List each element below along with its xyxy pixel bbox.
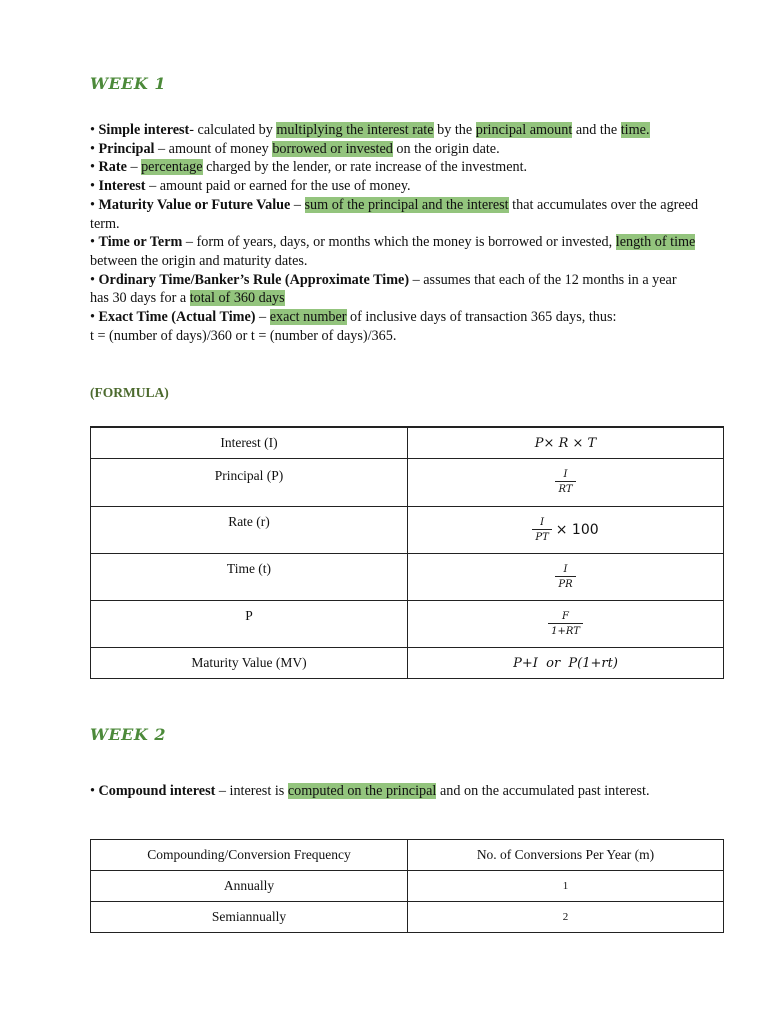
week1-heading: WEEK 1 xyxy=(90,74,166,93)
line-simple-interest: • Simple interest- calculated by multiplying the interest rate by the principal amount and the time. xyxy=(90,122,650,138)
frequency-cell: Annually xyxy=(91,871,408,902)
frequency-table xyxy=(90,839,724,933)
formula-label-cell: Maturity Value (MV) xyxy=(91,647,408,678)
formula-table xyxy=(90,426,724,679)
term-maturity-value: Maturity Value or Future Value xyxy=(98,196,291,213)
formula-cell xyxy=(408,458,724,506)
highlight: sum of the principal and the interest xyxy=(304,196,509,213)
formula-label-cell: Principal (P) xyxy=(91,458,408,506)
week1-definitions xyxy=(90,121,725,345)
line-rate: • Rate – percentage charged by the lender, or rate increase of the investment. xyxy=(90,159,528,176)
fraction: $\frac{F}{1+RT}$ xyxy=(548,611,583,637)
line-360-days: has 30 days for a total of 360 days xyxy=(90,290,285,307)
line-maturity-value: • Maturity Value or Future Value – sum of the principal and the interest that accumulates over the agreed term. xyxy=(90,196,699,232)
conversions-cell: 1 xyxy=(408,871,724,902)
term-compound-interest: Compound interest xyxy=(98,783,216,799)
highlight: time. xyxy=(620,122,650,138)
table-row xyxy=(91,600,724,647)
table-header-row xyxy=(91,840,724,871)
line-exact-time: • Exact Time (Actual Time) – exact number of inclusive days of transaction 365 days, thus: xyxy=(90,309,617,326)
formula-label-cell: Rate (r) xyxy=(91,506,408,553)
line-time-term: • Time or Term – form of years, days, or months which the money is borrowed or invested, length of time between the origin and maturity dates. xyxy=(90,234,696,269)
term-ordinary-time: Ordinary Time/Banker’s Rule (Approximate Time) xyxy=(98,271,410,288)
formula-cell xyxy=(408,553,724,600)
term-rate: Rate xyxy=(98,159,127,176)
fraction: $\frac{I}{PT}$ xyxy=(532,517,551,543)
line-t-formula: t = (number of days)/360 or t = (number of days)/365. xyxy=(90,327,397,344)
week2-definition xyxy=(90,782,725,801)
formula-cell xyxy=(408,600,724,647)
highlight: percentage xyxy=(141,159,203,176)
column-header-conversions: No. of Conversions Per Year (m) xyxy=(408,840,724,871)
conversions-cell: 2 xyxy=(408,902,724,933)
table-row xyxy=(91,647,724,678)
formula-label-cell: Time (t) xyxy=(91,553,408,600)
week2-heading: WEEK 2 xyxy=(90,725,166,744)
table-row xyxy=(91,902,724,933)
table-row xyxy=(91,506,724,553)
term-interest: Interest xyxy=(98,178,146,195)
term-exact-time: Exact Time (Actual Time) xyxy=(98,309,256,326)
term-principal: Principal xyxy=(98,140,155,157)
highlight: exact number xyxy=(269,309,347,326)
table-row xyxy=(91,871,724,902)
table-row xyxy=(91,427,724,458)
table-row xyxy=(91,458,724,506)
highlight: length of time xyxy=(615,234,696,251)
formula-label-cell: Interest (I) xyxy=(91,427,408,458)
fraction: $\frac{I}{PR}$ xyxy=(555,564,575,590)
fraction: $\frac{I}{RT}$ xyxy=(555,469,575,495)
highlight: computed on the principal xyxy=(287,783,437,799)
line-interest: • Interest – amount paid or earned for the use of money. xyxy=(90,178,411,195)
line-compound-interest: • Compound interest – interest is computed on the principal and on the accumulated past interest. xyxy=(90,783,650,799)
highlight: multiplying the interest rate xyxy=(276,122,434,138)
formula-label-cell: P xyxy=(91,600,408,647)
term-time-term: Time or Term xyxy=(98,234,183,251)
table-row xyxy=(91,553,724,600)
column-header-frequency: Compounding/Conversion Frequency xyxy=(91,840,408,871)
line-ordinary-time: • Ordinary Time/Banker’s Rule (Approximate Time) – assumes that each of the 12 months in a year xyxy=(90,271,677,288)
formula-cell: P× R × T xyxy=(408,427,724,458)
line-principal: • Principal – amount of money borrowed or invested on the origin date. xyxy=(90,140,500,157)
highlight: borrowed or invested xyxy=(272,140,393,157)
highlight: total of 360 days xyxy=(189,290,285,307)
formula-cell: P+I or P(1+rt) xyxy=(408,647,724,678)
term-simple-interest: Simple interest xyxy=(98,122,190,138)
highlight: principal amount xyxy=(475,122,573,138)
formula-label: (FORMULA) xyxy=(90,385,169,400)
formula-cell: $\frac{I}{PT}$ × 100 xyxy=(408,506,724,553)
frequency-cell: Semiannually xyxy=(91,902,408,933)
